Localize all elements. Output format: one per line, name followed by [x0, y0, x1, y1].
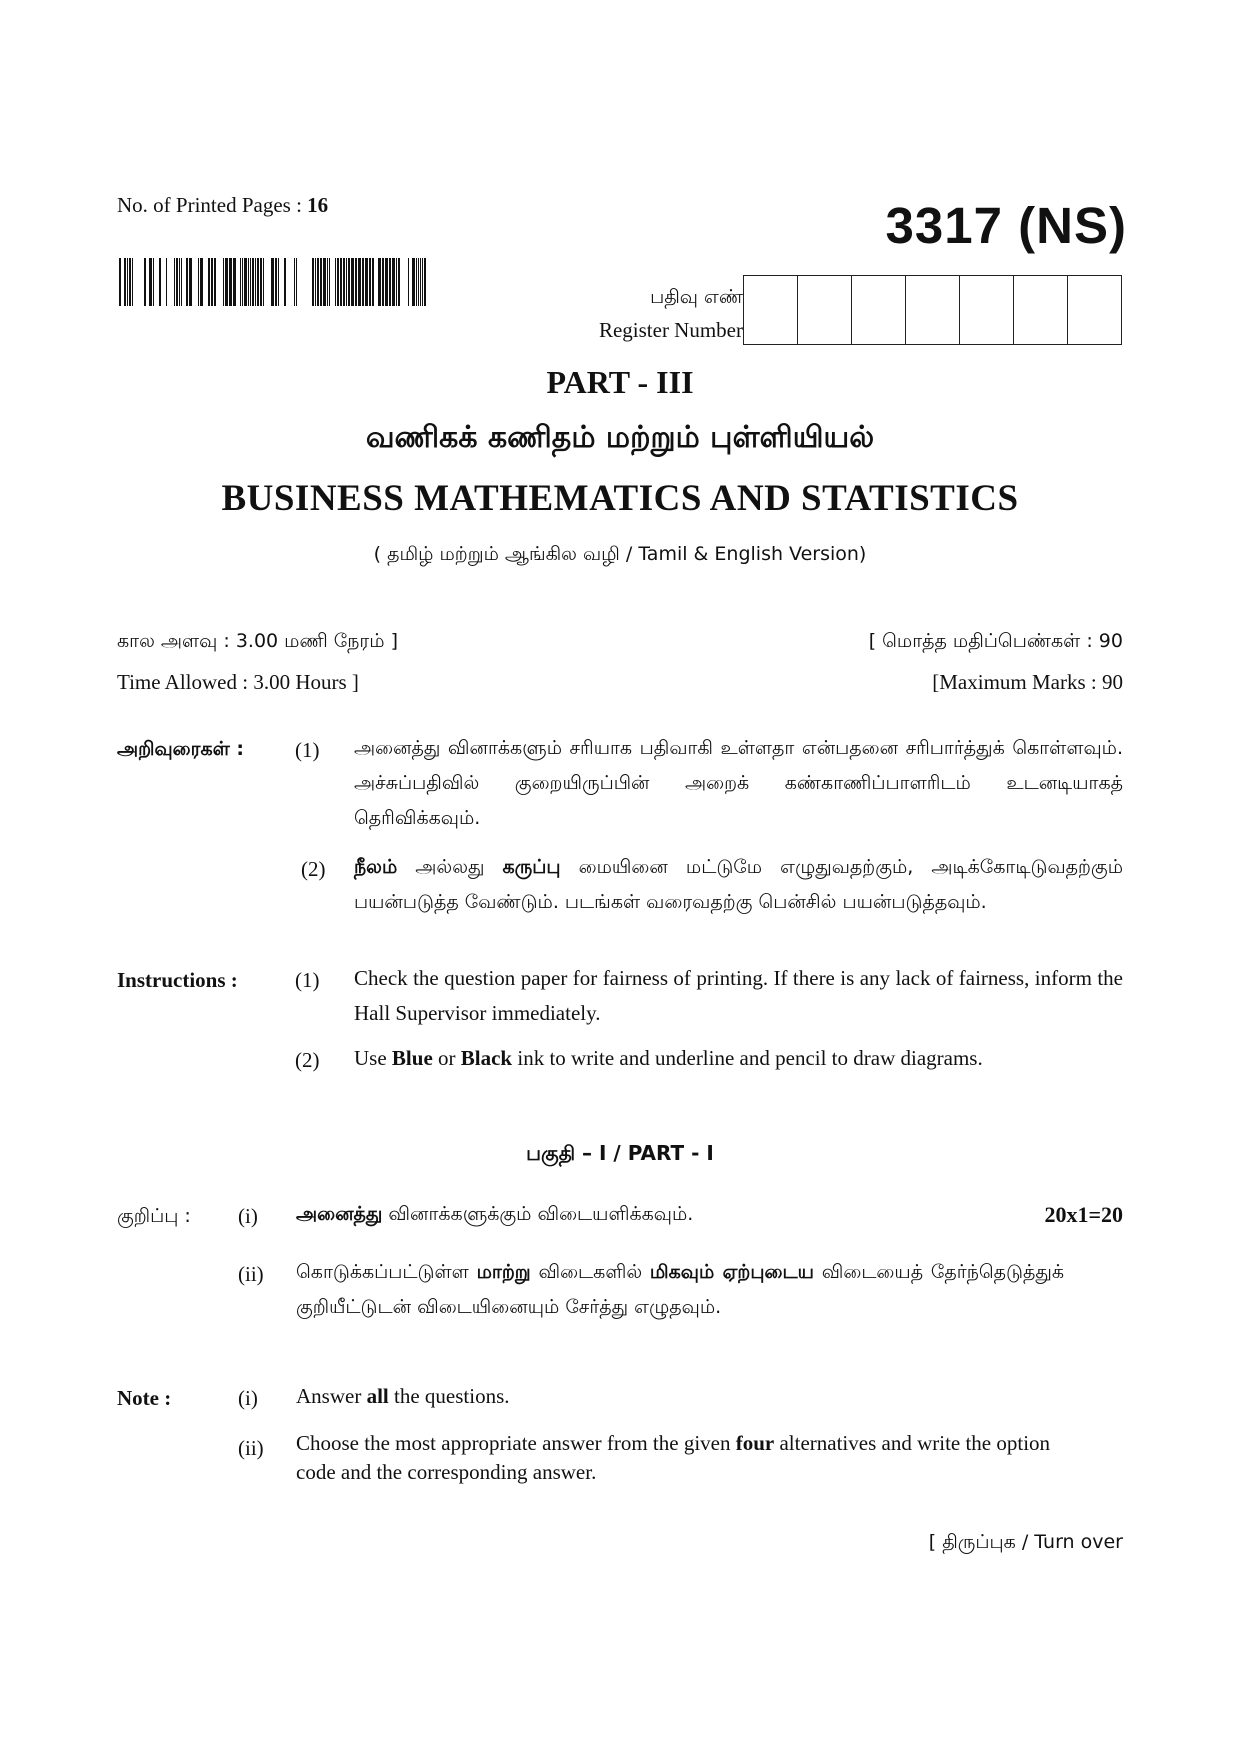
- instruction-tamil-1: அனைத்து வினாக்களும் சரியாக பதிவாகி உள்ளதா என்பதனை சரிபார்த்துக் கொள்ளவும். அச்சுப்பதிவில் குறையிருப்பின் அறைக் கண்காணிப்பாளரிடம் உடனடியாகத் தெரிவிக்கவும்.: [354, 737, 1123, 829]
- text-run: Use: [354, 1046, 392, 1070]
- bold-word: மிகவும் ஏற்புடைய: [649, 1261, 814, 1283]
- text-run: alternatives and write the option code and the corresponding answer.: [296, 1431, 1051, 1484]
- printed-pages-value: 16: [307, 193, 329, 217]
- bold-word: அனைத்து: [296, 1203, 383, 1225]
- bold-word: கருப்பு: [502, 856, 561, 878]
- instruction-number: (2): [301, 857, 326, 881]
- bold-word: all: [366, 1384, 389, 1408]
- instruction-number: (1): [295, 968, 320, 992]
- register-digit-box[interactable]: [1013, 276, 1067, 344]
- note-english-1: [296, 1379, 1064, 1414]
- time-allowed-english: Time Allowed : 3.00 Hours ]: [117, 670, 359, 694]
- part-one-heading-text: பகுதி – I / PART - I: [526, 1141, 714, 1165]
- note-tamil-label: குறிப்பு :: [117, 1205, 191, 1227]
- part-one-heading: [0, 1140, 1240, 1168]
- note-number: (i): [238, 1204, 258, 1228]
- subject-title-tamil: வணிகக் கணிதம் மற்றும் புள்ளியியல்: [365, 420, 875, 455]
- note-number: (i): [238, 1386, 258, 1410]
- text-run: அல்லது: [397, 856, 503, 878]
- register-digit-box[interactable]: [1067, 276, 1121, 344]
- instruction-english-1: Check the question paper for fairness of printing. If there is any lack of fairness, inform the Hall Supervisor immediately.: [354, 966, 1123, 1025]
- register-number-label: [520, 281, 743, 347]
- register-digit-box[interactable]: [851, 276, 905, 344]
- note-number: (ii): [238, 1262, 264, 1286]
- register-label-english: Register Number: [598, 318, 743, 342]
- marks-ta-text: [ மொத்த மதிப்பெண்கள் : 90: [868, 630, 1123, 652]
- register-digit-box[interactable]: [744, 276, 797, 344]
- instructions-english-label: Instructions :: [117, 968, 238, 992]
- version-text: ( தமிழ் மற்றும் ஆங்கில வழி / Tamil & English Version): [373, 543, 867, 565]
- register-digit-box[interactable]: [959, 276, 1013, 344]
- bold-word: மாற்று: [476, 1261, 531, 1283]
- instruction-number: (2): [295, 1048, 320, 1072]
- text-run: விடையைத் தேர்ந்தெடுத்துக் குறியீட்டுடன் விடையினையும் சேர்த்து எழுதவும்.: [296, 1261, 1065, 1318]
- register-label-tamil: பதிவு எண்: [650, 286, 743, 308]
- max-marks-tamil: [869, 628, 1123, 655]
- note-english-2: [296, 1429, 1064, 1487]
- instruction-english-2: [354, 1041, 1134, 1076]
- bold-word: நீலம்: [354, 856, 398, 878]
- bold-word: Blue: [391, 1046, 433, 1070]
- note-english-label: Note :: [117, 1386, 172, 1410]
- text-run: the questions.: [388, 1384, 510, 1408]
- marks-scheme: 20x1=20: [1044, 1202, 1123, 1227]
- text-run: வினாக்களுக்கும் விடையளிக்கவும்.: [382, 1203, 694, 1225]
- text-run: மையினை மட்டுமே எழுதுவதற்கும், அடிக்கோடிடுவதற்கும் பயன்படுத்த வேண்டும். படங்கள் வரைவதற்கு பென்சில் பயன்படுத்தவும்.: [354, 856, 1123, 913]
- note-number: (ii): [238, 1436, 264, 1460]
- text-run: ink to write and underline and pencil to draw diagrams.: [512, 1046, 983, 1070]
- printed-pages: [117, 193, 328, 218]
- register-digit-box[interactable]: [905, 276, 959, 344]
- text-run: விடைகளில்: [530, 1261, 650, 1283]
- subject-title-english: BUSINESS MATHEMATICS AND STATISTICS: [221, 478, 1019, 519]
- max-marks-english: [Maximum Marks : 90: [932, 670, 1123, 694]
- time-allowed-tamil: [117, 628, 398, 655]
- bold-word: Black: [460, 1046, 513, 1070]
- text-run: Answer: [296, 1384, 367, 1408]
- note-tamil-2: [296, 1255, 1064, 1325]
- barcode-icon: [119, 258, 431, 306]
- part-heading: PART - III: [546, 364, 694, 400]
- register-number-boxes: [743, 275, 1122, 345]
- text-run: Choose the most appropriate answer from the given: [296, 1431, 736, 1455]
- text-run: or: [432, 1046, 461, 1070]
- instructions-tamil-label: அறிவுரைகள் :: [117, 738, 244, 760]
- printed-pages-label: No. of Printed Pages :: [117, 193, 302, 217]
- register-digit-box[interactable]: [797, 276, 851, 344]
- version-line: [0, 540, 1240, 568]
- text-run: கொடுக்கப்பட்டுள்ள: [296, 1261, 477, 1283]
- paper-code: 3317 (NS): [885, 197, 1127, 254]
- turn-over-note: [929, 1528, 1123, 1556]
- note-tamil-1: [296, 1197, 956, 1232]
- bold-word: four: [735, 1431, 775, 1455]
- instruction-number: (1): [295, 738, 320, 762]
- turn-over-text: [ திருப்புக / Turn over: [928, 1531, 1123, 1553]
- time-ta-text: கால அளவு : 3.00 மணி நேரம் ]: [117, 630, 398, 652]
- instruction-tamil-2: [354, 850, 1123, 920]
